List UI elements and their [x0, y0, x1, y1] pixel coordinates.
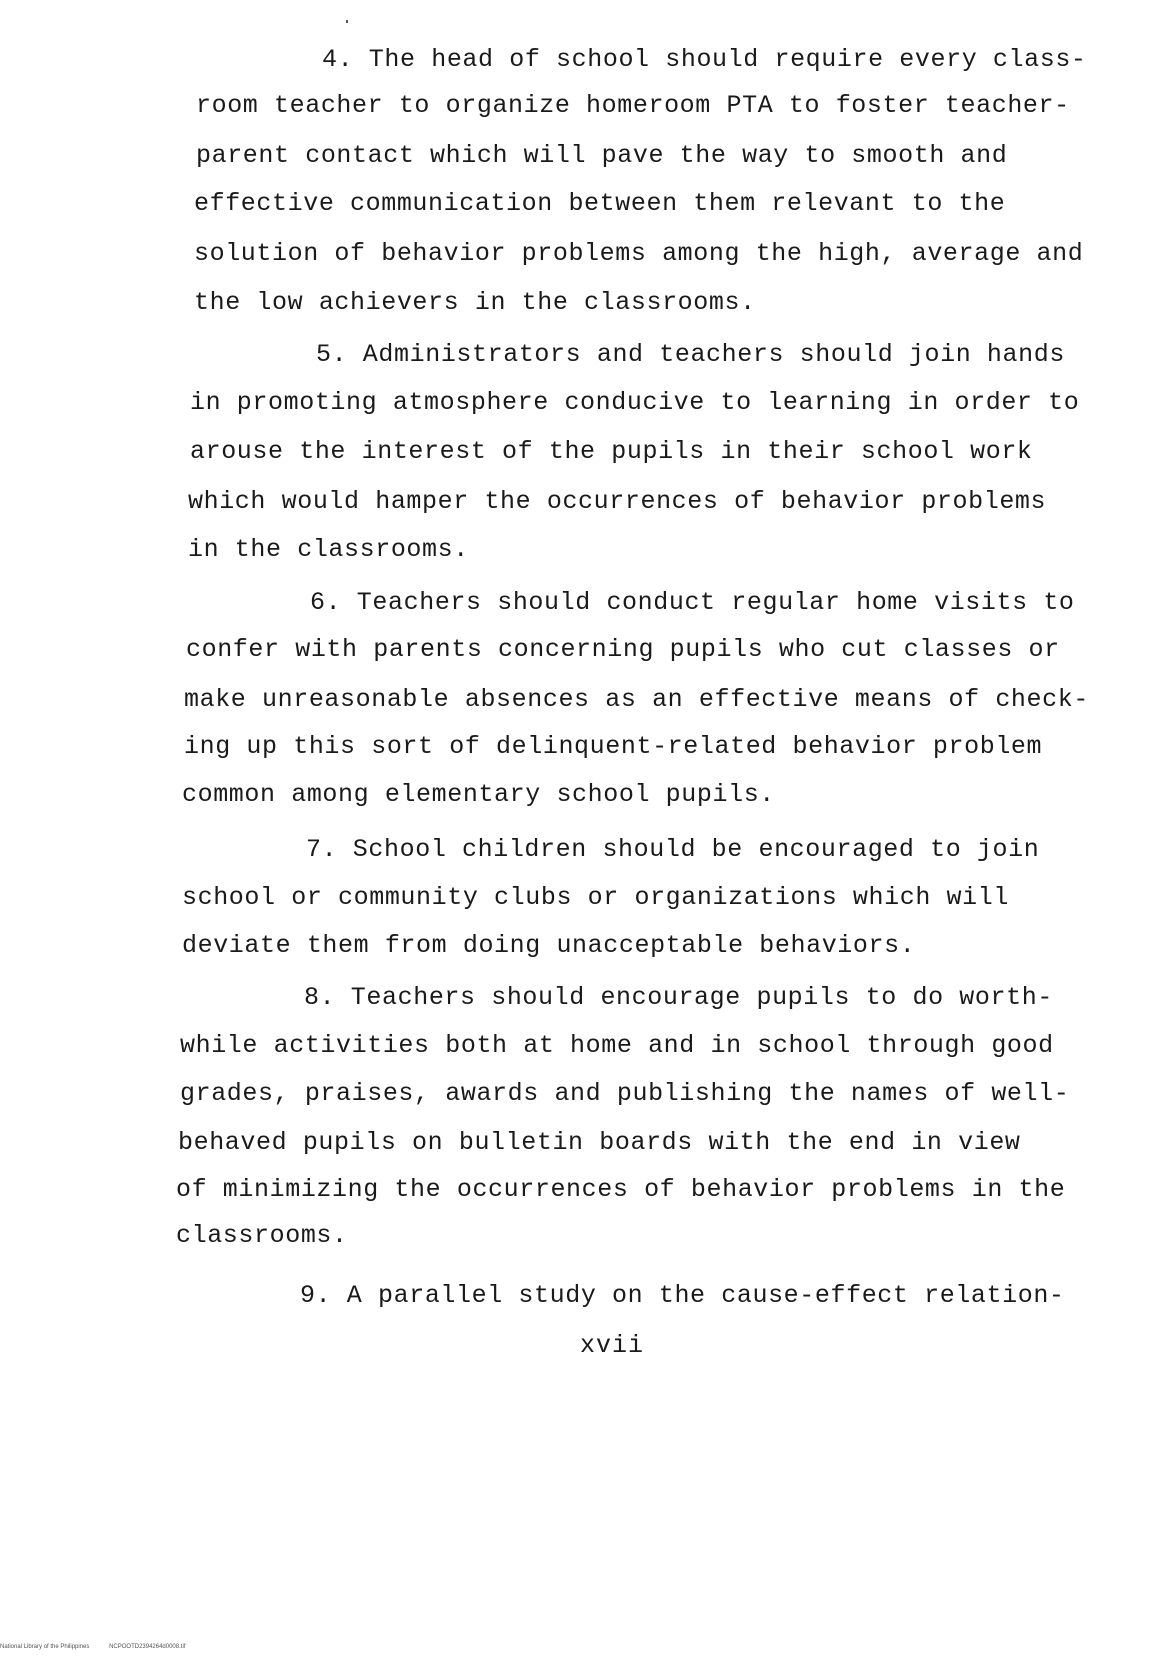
page-number: xvii	[580, 1331, 645, 1360]
text-line: 4. The head of school should require every class-	[322, 45, 1087, 74]
text-line: behaved pupils on bulletin boards with the end in view	[178, 1128, 1021, 1157]
text-line: grades, praises, awards and publishing the names of well-	[180, 1079, 1070, 1108]
text-line: solution of behavior problems among the high, average and	[194, 239, 1084, 268]
text-line: which would hamper the occurrences of behavior problems	[188, 487, 1047, 516]
scan-footer	[0, 1644, 203, 1650]
text-line: in promoting atmosphere conducive to learning in order to	[190, 388, 1080, 417]
text-line: parent contact which will pave the way to smooth and	[196, 141, 1008, 170]
footer-file-id: NCPOOTD2394264d0008.tif	[109, 1644, 186, 1650]
text-line: while activities both at home and in school through good	[180, 1031, 1054, 1060]
text-line: ing up this sort of delinquent-related behavior problem	[184, 732, 1043, 761]
text-line: school or community clubs or organizations which will	[182, 883, 1009, 912]
footer-library: National Library of the Philippines	[0, 1644, 90, 1650]
text-line: 6. Teachers should conduct regular home visits to	[310, 588, 1075, 617]
text-line: in the classrooms.	[188, 535, 469, 564]
text-line: the low achievers in the classrooms.	[194, 288, 756, 317]
scan-speck	[346, 20, 348, 23]
text-line: 9. A parallel study on the cause-effect relation-	[300, 1281, 1065, 1310]
text-line: room teacher to organize homeroom PTA to foster teacher-	[196, 91, 1070, 120]
text-line: arouse the interest of the pupils in their school work	[190, 437, 1033, 466]
text-line: common among elementary school pupils.	[182, 780, 775, 809]
text-line: make unreasonable absences as an effective means of check-	[184, 685, 1089, 714]
text-line: classrooms.	[176, 1221, 348, 1250]
text-line: of minimizing the occurrences of behavior problems in the	[176, 1175, 1066, 1204]
text-line: 5. Administrators and teachers should join hands	[316, 340, 1065, 369]
text-line: confer with parents concerning pupils who cut classes or	[186, 635, 1060, 664]
text-line: 7. School children should be encouraged to join	[306, 835, 1040, 864]
text-line: effective communication between them relevant to the	[194, 189, 1006, 218]
text-line: deviate them from doing unacceptable behaviors.	[182, 931, 916, 960]
text-line: 8. Teachers should encourage pupils to do worth-	[304, 983, 1053, 1012]
